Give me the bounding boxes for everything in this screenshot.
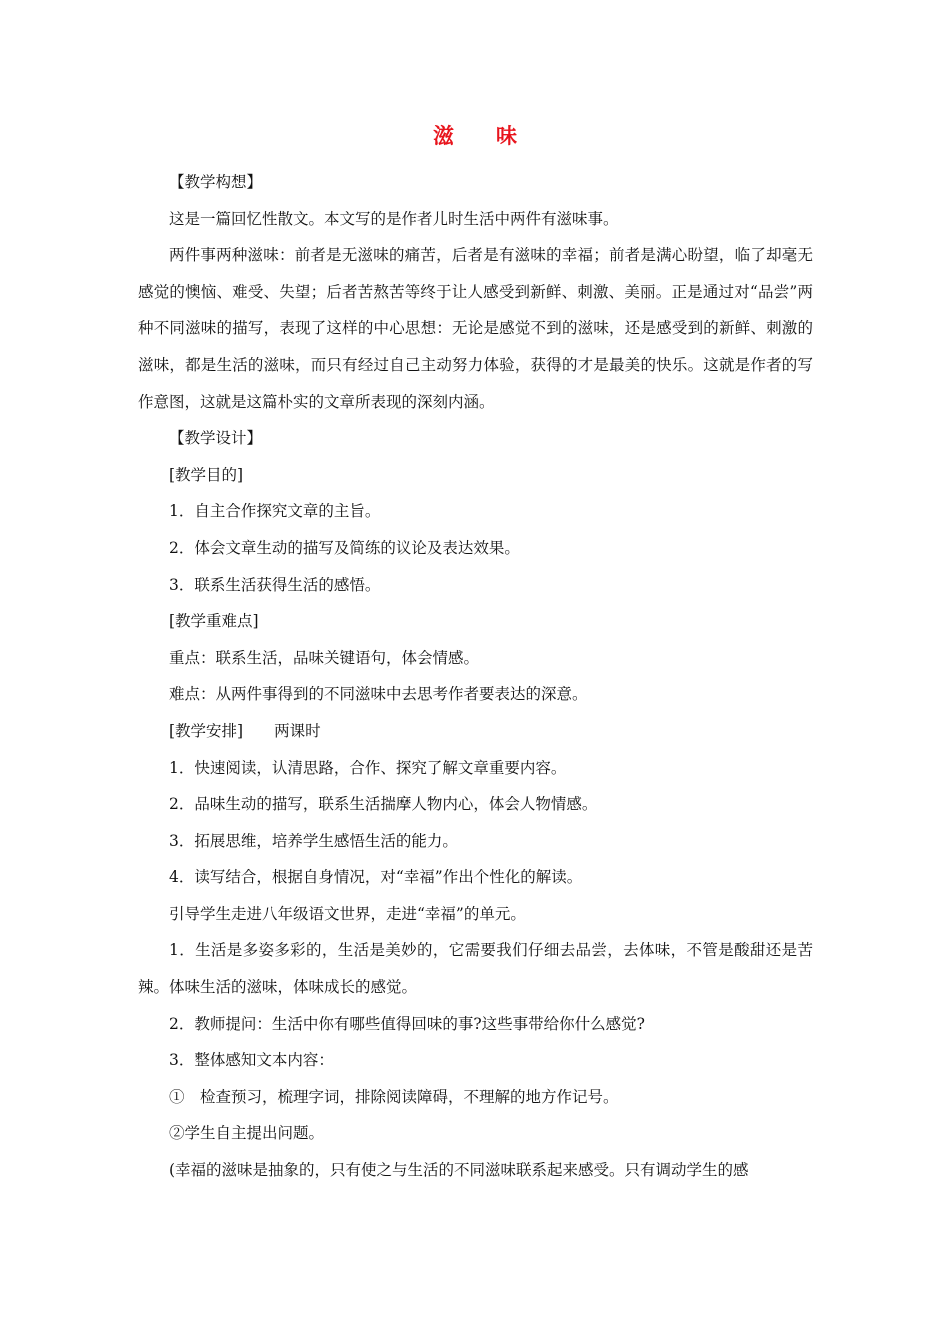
list-item: 3．整体感知文本内容： (169, 1051, 334, 1070)
list-item: 重点：联系生活，品味关键语句，体会情感。 (169, 648, 480, 667)
paragraph: (幸福的滋味是抽象的，只有使之与生活的不同滋味联系起来感受。只有调动学生的感 (169, 1161, 749, 1180)
list-item: 2．教师提问：生活中你有哪些值得回味的事?这些事带给你什么感觉? (169, 1014, 645, 1033)
list-item: 3．联系生活获得生活的感悟。 (169, 575, 381, 594)
list-item: ②学生自主提出问题。 (169, 1124, 325, 1143)
paragraph: 这是一篇回忆性散文。本文写的是作者儿时生活中两件有滋味事。 (169, 209, 619, 228)
list-item: 4．读写结合，根据自身情况，对“幸福”作出个性化的解读。 (169, 868, 583, 887)
subsection-heading-keypoints: [教学重难点] (169, 612, 259, 631)
paragraph: 两件事两种滋味：前者是无滋味的痛苦，后者是有滋味的幸福；前者是满心盼望，临了却毫无感觉的懊恼、难受、失望；后者苦熬苦等终于让人感受到新鲜、刺激、美丽。正是通过对“品尝”两种不同滋味的描写，表现了这样的中心思想：无论是感觉不到的滋味，还是感受到的新鲜、刺激的滋味，都是生活的滋味，而只有经过自己主动努力体验，获得的才是最美的快乐。这就是作者的写作意图，这就是这篇朴实的文章所表现的深刻内涵。 (138, 246, 813, 411)
list-item: 难点：从两件事得到的不同滋味中去思考作者要表达的深意。 (169, 685, 588, 704)
list-item: 1．生活是多姿多彩的，生活是美妙的，它需要我们仔细去品尝，去体味，不管是酸甜还是苦辣。体味生活的滋味，体味成长的感觉。 (138, 941, 813, 997)
list-item: 3．拓展思维，培养学生感悟生活的能力。 (169, 831, 458, 850)
list-item: 1．快速阅读，认清思路，合作、探究了解文章重要内容。 (169, 758, 567, 777)
paragraph: 引导学生走进八年级语文世界，走进“幸福”的单元。 (169, 904, 526, 923)
section-heading-concept: 【教学构想】 (169, 173, 263, 191)
subsection-heading-schedule: [教学安排] 两课时 (169, 721, 321, 740)
list-item: 2．品味生动的描写，联系生活揣摩人物内心，体会人物情感。 (169, 795, 598, 814)
list-item: 2．体会文章生动的描写及简练的议论及表达效果。 (169, 538, 520, 557)
list-item: 1．自主合作探究文章的主旨。 (169, 502, 381, 521)
document-title: 滋 味 (433, 123, 517, 148)
subsection-heading-goals: [教学目的] (169, 465, 244, 484)
list-item: ① 检查预习，梳理字词，排除阅读障碍，不理解的地方作记号。 (169, 1087, 619, 1106)
section-heading-design: 【教学设计】 (169, 429, 263, 448)
document-body (138, 164, 813, 1189)
